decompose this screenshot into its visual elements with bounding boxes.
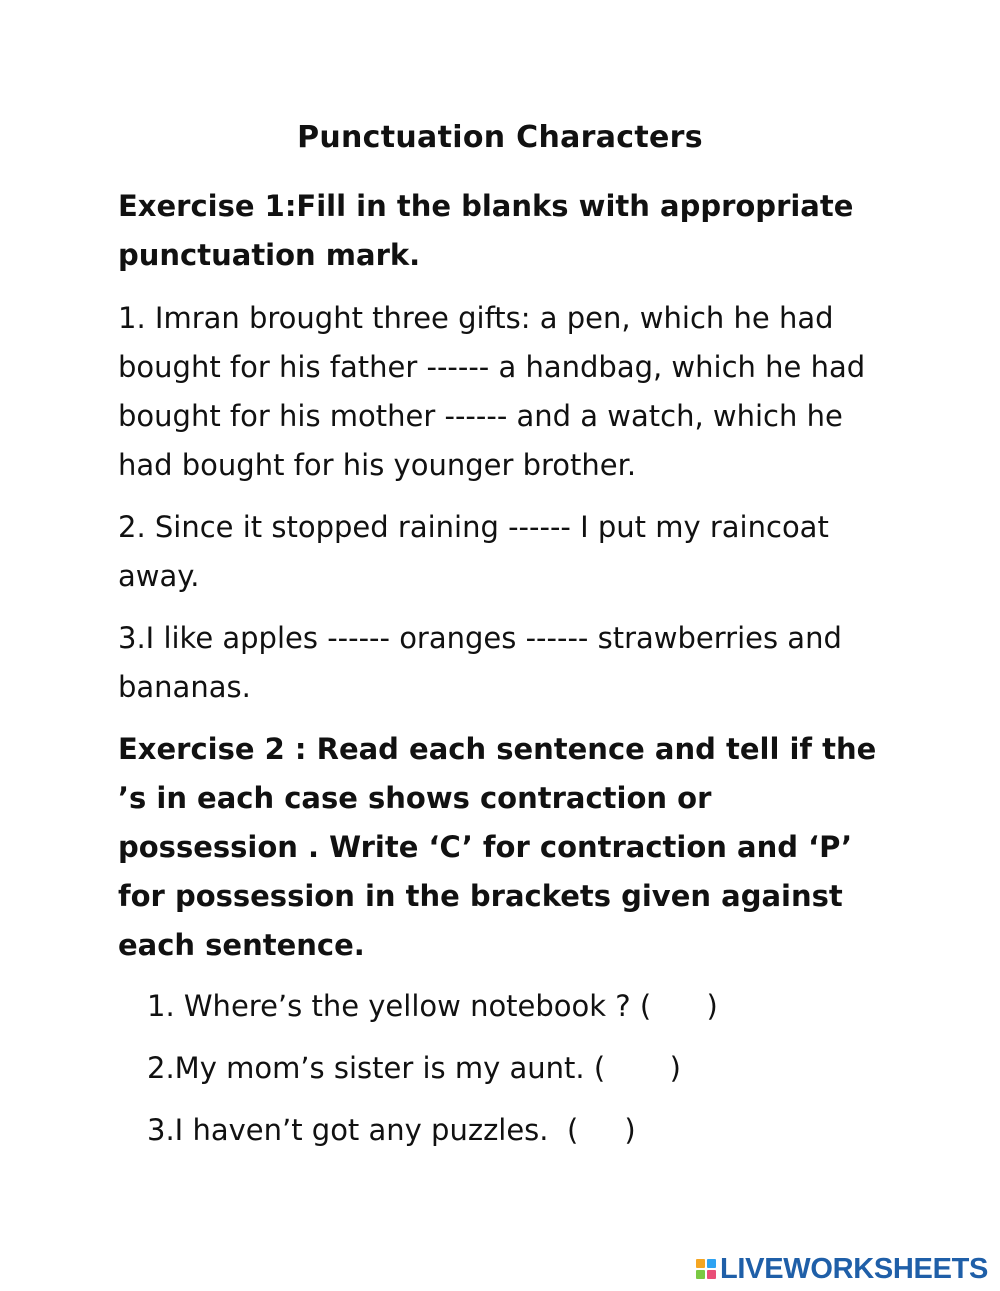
exercise-2-item-3: 3.I haven’t got any puzzles. ( ) [147,1113,636,1147]
exercise-2-item-1: 1. Where’s the yellow notebook ? ( ) [147,989,718,1023]
liveworksheets-logo-icon [696,1259,716,1279]
exercise-2-heading: Exercise 2 : Read each sentence and tell if the ’s in each case shows contraction or possession . Write ‘C’ for contraction and ‘P’ for possession in the brackets given against each sentence. [118,732,877,962]
logo-text: LIVEWORKSHEETS [720,1252,989,1285]
exercise-1-question-2: 2. Since it stopped raining ------ I put my raincoat away. [118,510,829,593]
page-title: Punctuation Characters [297,120,703,155]
exercise-1-question-3: 3.I like apples ------ oranges ------ strawberries and bananas. [118,621,842,704]
exercise-1-heading: Exercise 1:Fill in the blanks with appropriate punctuation mark. [118,189,854,272]
exercise-1-question-1: 1. Imran brought three gifts: a pen, which he had bought for his father ------ a handbag, which he had bought for his mother ------ and a watch, which he had bought for his younger brother. [118,301,866,482]
exercise-2-item-2: 2.My mom’s sister is my aunt. ( ) [147,1051,681,1085]
liveworksheets-logo[interactable] [696,1254,988,1284]
